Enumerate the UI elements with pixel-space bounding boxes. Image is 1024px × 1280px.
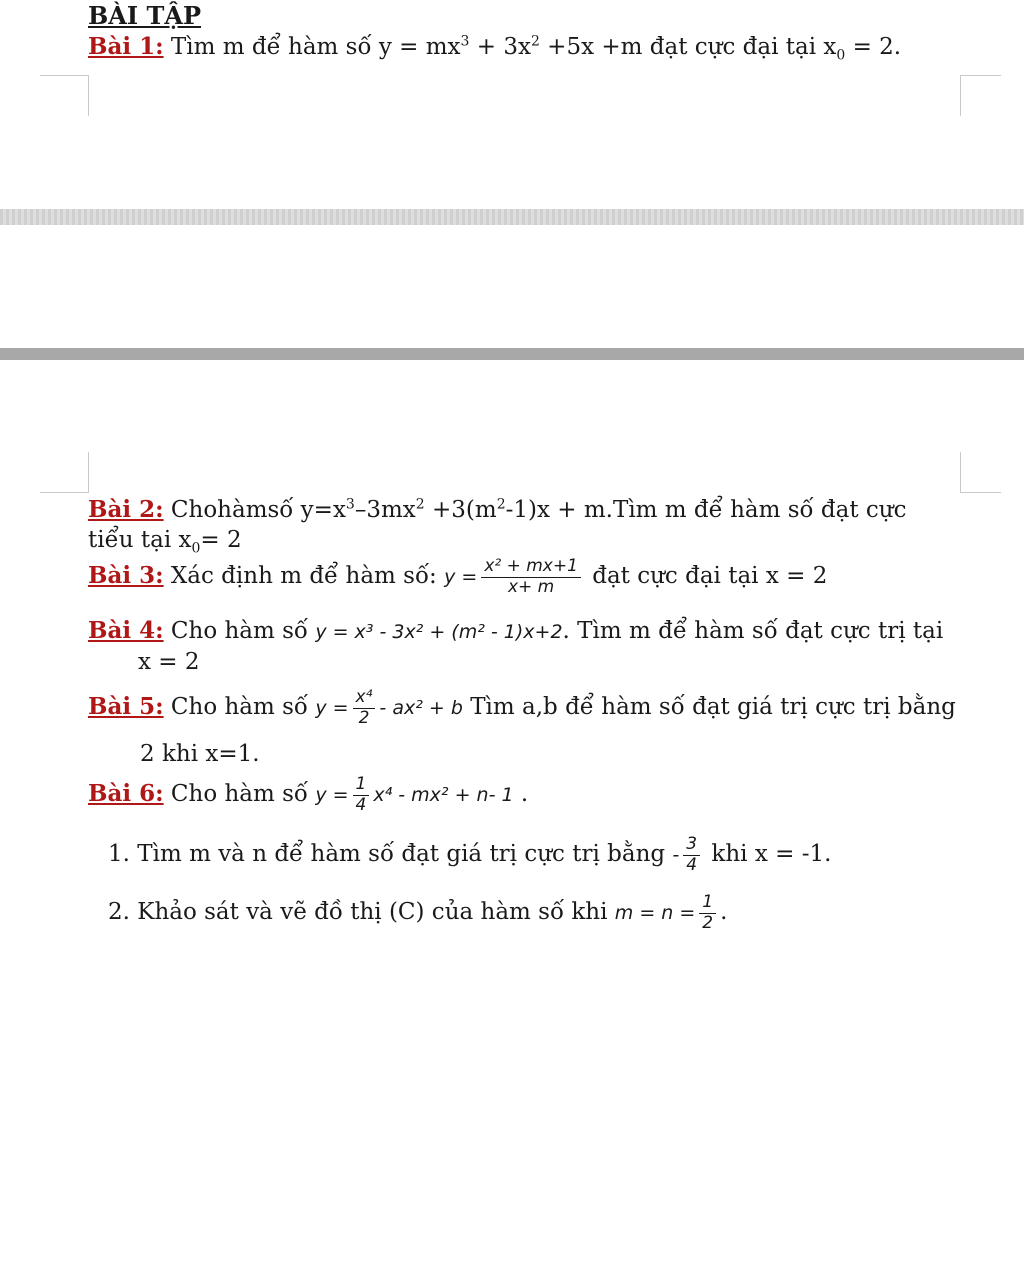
page-corner-mark xyxy=(40,75,89,116)
fraction-numerator: x² + mx+1 xyxy=(481,557,581,578)
subscript: 0 xyxy=(836,47,846,64)
math-expression: y = xyxy=(315,784,349,807)
math-expression: - ax² + b xyxy=(379,697,463,720)
exercise-1-text: = 2. xyxy=(845,34,902,60)
fraction-denominator: 4 xyxy=(686,854,698,875)
exercise-3 xyxy=(88,557,827,597)
page-title: BÀI TẬP xyxy=(88,1,202,30)
exercise-2-text: –3mx xyxy=(354,497,416,523)
exercise-2-text: tiểu tại x xyxy=(88,527,192,553)
exercise-2-text: Chohàmsố y=x xyxy=(163,497,346,523)
exercise-2-line2 xyxy=(88,526,242,558)
math-expression: - xyxy=(672,844,680,867)
fraction xyxy=(481,557,581,597)
exercise-4-text: . Tìm m để hàm số đạt cực trị tại xyxy=(562,618,944,644)
exponent: 2 xyxy=(415,496,425,513)
fraction-numerator: 1 xyxy=(353,775,370,796)
exercise-1 xyxy=(88,32,901,65)
page-corner-mark xyxy=(960,75,1001,116)
exercise-6-item-1 xyxy=(108,835,831,875)
page-break-band xyxy=(0,209,1024,225)
item-text: . xyxy=(720,899,728,926)
exercise-2 xyxy=(88,495,907,526)
exercise-5-text: Cho hàm số xyxy=(163,694,316,721)
exercise-6-item-2 xyxy=(108,893,727,933)
fraction xyxy=(353,688,376,728)
exercise-2-text: +3(m xyxy=(424,497,497,523)
exercise-5-label: Bài 5: xyxy=(88,693,164,721)
page-corner-mark xyxy=(960,452,1001,493)
exponent: 2 xyxy=(496,496,506,513)
exercise-4-line2: x = 2 xyxy=(138,649,200,675)
exponent: 3 xyxy=(345,496,355,513)
fraction-numerator: 1 xyxy=(699,893,716,914)
exercise-1-text: Tìm m để hàm số y = mx xyxy=(163,34,461,60)
exercise-6 xyxy=(88,775,528,815)
fraction-denominator: x+ m xyxy=(507,576,555,597)
exercise-3-label: Bài 3: xyxy=(88,562,164,590)
exponent: 2 xyxy=(530,33,540,50)
item-text: 1. Tìm m và n để hàm số đạt giá trị cực trị bằng xyxy=(108,841,673,868)
math-expression: x⁴ - mx² + n- 1 xyxy=(373,784,514,807)
exercise-2-label: Bài 2: xyxy=(88,496,164,523)
item-text: 2. Khảo sát và vẽ đồ thị (C) của hàm số khi xyxy=(108,899,615,926)
page-corner-mark xyxy=(40,452,89,493)
exercise-1-text: +5x +m đạt cực đại tại x xyxy=(539,34,837,60)
exercise-1-text: + 3x xyxy=(469,34,531,60)
fraction-numerator: 3 xyxy=(683,835,700,856)
exercise-6-text: Cho hàm số xyxy=(163,781,316,808)
exercise-5-line2: 2 khi x=1. xyxy=(140,741,260,767)
page-break-band xyxy=(0,348,1024,360)
exercise-6-label: Bài 6: xyxy=(88,780,164,808)
exercise-1-label: Bài 1: xyxy=(88,33,164,60)
item-text: khi x = -1. xyxy=(704,841,832,868)
exercise-3-text: Xác định m để hàm số: xyxy=(163,563,445,590)
fraction-numerator: x⁴ xyxy=(353,688,376,709)
subscript: 0 xyxy=(191,540,201,557)
fraction-denominator: 2 xyxy=(358,707,370,728)
fraction xyxy=(699,893,716,933)
exercise-6-text: . xyxy=(513,781,529,808)
exercise-4-text: Cho hàm số xyxy=(163,618,316,644)
exercise-3-text: đạt cực đại tại x = 2 xyxy=(584,563,828,590)
math-expression: y = x³ - 3x² + (m² - 1)x+2 xyxy=(315,621,563,643)
exercise-2-text: = 2 xyxy=(200,527,242,553)
exercise-5 xyxy=(88,688,956,728)
exercise-5-text: Tìm a,b để hàm số đạt giá trị cực trị bằng xyxy=(462,694,956,721)
math-expression: y = xyxy=(315,697,349,720)
exercise-2-text: -1)x + m.Tìm m để hàm số đạt cực xyxy=(505,497,907,523)
fraction-denominator: 4 xyxy=(355,794,367,815)
fraction xyxy=(353,775,370,815)
exercise-4 xyxy=(88,616,943,647)
exponent: 3 xyxy=(460,33,470,50)
math-expression: y = xyxy=(444,566,478,589)
fraction-denominator: 2 xyxy=(702,912,714,933)
exercise-4-label: Bài 4: xyxy=(88,617,164,644)
fraction xyxy=(683,835,700,875)
math-expression: m = n = xyxy=(614,902,696,925)
